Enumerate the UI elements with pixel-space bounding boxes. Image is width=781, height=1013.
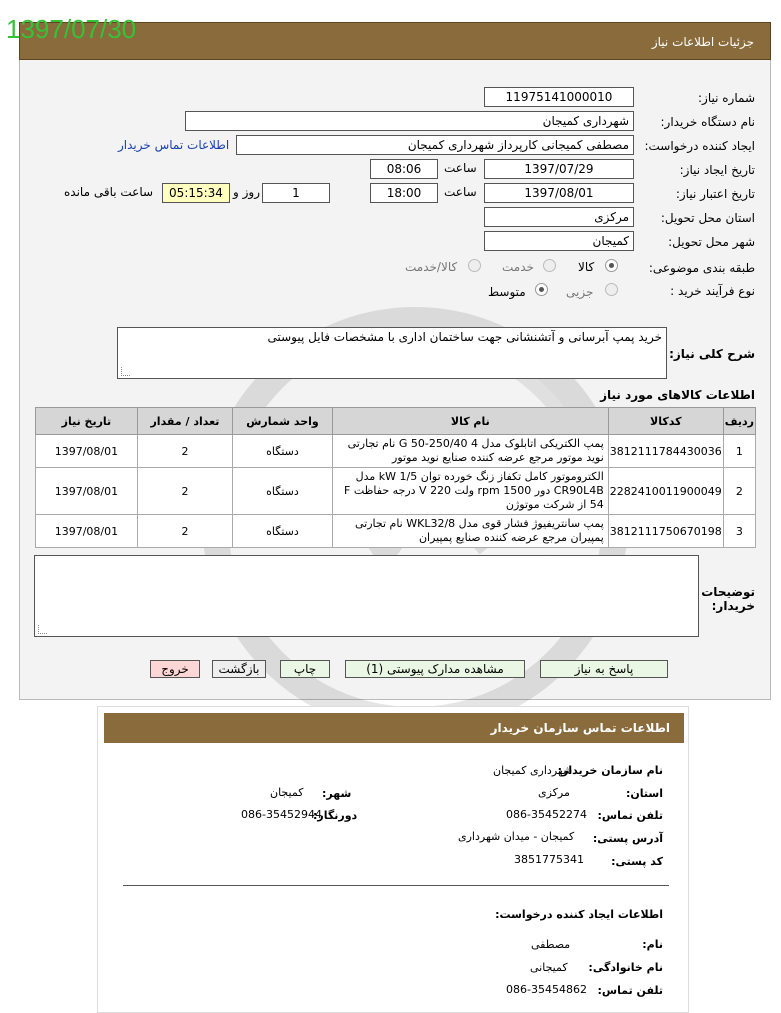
- city-contact-label: شهر:: [322, 787, 352, 800]
- header-date: تاریخ نیاز: [36, 408, 138, 435]
- print-button[interactable]: چاپ: [280, 660, 330, 678]
- cell-row: 2: [723, 468, 755, 515]
- days-field[interactable]: 1: [262, 183, 330, 203]
- fax-value: 086-35452944: [241, 808, 322, 821]
- creator-family-value: کمیجانی: [530, 961, 568, 974]
- resize-grip-icon[interactable]: [121, 367, 130, 376]
- day-and-label: روز و: [233, 185, 260, 199]
- cell-date: 1397/08/01: [36, 435, 138, 468]
- header-qty: تعداد / مقدار: [137, 408, 232, 435]
- requester-label: ایجاد کننده درخواست:: [644, 139, 755, 153]
- org-name-value: شهرداری کمیجان: [493, 764, 573, 777]
- valid-date-label: تاریخ اعتبار نیاز:: [675, 187, 755, 201]
- creator-family-label: نام خانوادگی:: [588, 961, 663, 974]
- exit-button[interactable]: خروج: [150, 660, 200, 678]
- page-title: جزئیات اطلاعات نیاز: [651, 35, 754, 49]
- process-radio-minor[interactable]: [605, 283, 618, 296]
- buyer-org-field[interactable]: شهرداری کمیجان: [185, 111, 634, 131]
- creator-name-label: نام:: [642, 938, 663, 951]
- cell-qty: 2: [137, 468, 232, 515]
- summary-textarea[interactable]: [117, 327, 667, 379]
- category-option-service: خدمت: [502, 260, 534, 274]
- need-number-field[interactable]: 11975141000010: [484, 87, 634, 107]
- process-label: نوع فرآیند خرید :: [670, 284, 755, 298]
- items-table: [35, 407, 756, 548]
- created-time-field[interactable]: 08:06: [370, 159, 438, 179]
- cell-date: 1397/08/01: [36, 468, 138, 515]
- cell-code: 3812111784430036: [608, 435, 723, 468]
- cell-qty: 2: [137, 515, 232, 548]
- category-label: طبقه بندی موضوعی:: [648, 261, 755, 275]
- city-label: شهر محل تحویل:: [668, 235, 755, 249]
- items-table-header: [36, 408, 756, 435]
- cell-unit: دستگاه: [233, 468, 333, 515]
- buyer-org-label: نام دستگاه خریدار:: [660, 115, 755, 129]
- remaining-time-field: 05:15:34: [162, 183, 230, 203]
- process-option-medium: متوسط: [488, 285, 526, 299]
- province-contact-value: مرکزی: [538, 786, 570, 799]
- summary-label: شرح کلی نیاز:: [669, 347, 755, 361]
- respond-button[interactable]: پاسخ به نیاز: [540, 660, 668, 678]
- back-button[interactable]: بازگشت: [212, 660, 266, 678]
- header-unit: واحد شمارش: [233, 408, 333, 435]
- need-number-label: شماره نیاز:: [698, 91, 755, 105]
- created-time-label: ساعت: [444, 161, 477, 175]
- category-radio-goods-service[interactable]: [468, 259, 481, 272]
- phone-value: 086-35452274: [506, 808, 587, 821]
- address-label: آدرس پستی:: [592, 832, 663, 845]
- created-date-label: تاریخ ایجاد نیاز:: [679, 163, 755, 177]
- category-radio-goods[interactable]: [605, 259, 618, 272]
- creator-phone-label: تلفن تماس:: [597, 984, 663, 997]
- category-option-goods: کالا: [578, 260, 595, 274]
- date-stamp: 1397/07/30: [6, 14, 137, 44]
- cell-row: 1: [723, 435, 755, 468]
- summary-text: خرید پمپ آبرسانی و آتشنشانی جهت ساختمان اداری با مشخصات فایل پیوستی: [267, 330, 662, 344]
- address-value: کمیجان - میدان شهرداری: [458, 830, 575, 843]
- cell-row: 3: [723, 515, 755, 548]
- items-title: اطلاعات کالاهای مورد نیاز: [600, 388, 755, 402]
- cell-unit: دستگاه: [233, 435, 333, 468]
- creator-phone-value: 086-35454862: [506, 983, 587, 996]
- buyer-notes-textarea[interactable]: [34, 555, 699, 637]
- contact-divider: [123, 885, 669, 886]
- cell-unit: دستگاه: [233, 515, 333, 548]
- postal-label: کد پستی:: [611, 855, 663, 868]
- creator-title: اطلاعات ایجاد کننده درخواست:: [495, 908, 663, 921]
- postal-value: 3851775341: [514, 853, 584, 866]
- cell-name: پمپ سانتریفیوژ فشار قوی مدل WKL32/8 نام تجارتی پمپیران مرجع عرضه کننده صنایع پمپیران: [332, 515, 608, 548]
- process-radio-medium[interactable]: [535, 283, 548, 296]
- table-row[interactable]: [36, 515, 756, 548]
- resize-grip-icon[interactable]: [38, 625, 47, 634]
- contact-panel-title: اطلاعات تماس سازمان خریدار: [104, 713, 684, 743]
- attachments-button[interactable]: مشاهده مدارک پیوستی (1): [345, 660, 525, 678]
- remaining-label: ساعت باقی مانده: [64, 185, 154, 199]
- valid-time-label: ساعت: [444, 185, 477, 199]
- category-option-goods-service: کالا/خدمت: [405, 260, 458, 274]
- process-option-minor: جزیی: [566, 285, 594, 299]
- valid-time-field[interactable]: 18:00: [370, 183, 438, 203]
- creator-name-value: مصطفی: [531, 938, 571, 951]
- cell-code: 3812111750670198: [608, 515, 723, 548]
- header-code: کدکالا: [608, 408, 723, 435]
- org-name-label: نام سازمان خریدار:: [557, 764, 663, 777]
- buyer-contact-link[interactable]: اطلاعات تماس خریدار: [118, 138, 230, 152]
- category-radio-service[interactable]: [543, 259, 556, 272]
- valid-date-field[interactable]: 1397/08/01: [484, 183, 634, 203]
- cell-date: 1397/08/01: [36, 515, 138, 548]
- city-contact-value: کمیجان: [270, 786, 304, 799]
- province-contact-label: استان:: [626, 787, 663, 800]
- phone-label: تلفن تماس:: [597, 809, 663, 822]
- table-row[interactable]: [36, 435, 756, 468]
- header-row: ردیف: [723, 408, 755, 435]
- city-field[interactable]: کمیجان: [484, 231, 634, 251]
- province-label: استان محل تحویل:: [660, 211, 755, 225]
- buyer-notes-label: توضیحات خریدار:: [701, 585, 755, 613]
- requester-field[interactable]: مصطفی کمیجانی کارپرداز شهرداری کمیجان: [236, 135, 634, 155]
- cell-name: الکتروموتور کامل تکفاز زنگ خورده توان kW 1/5 مدل CR90L4B دور 1500 rpm ولت 220 V درجه حفاظت F 54 از شرکت موتوژن: [332, 468, 608, 515]
- province-field[interactable]: مرکزی: [484, 207, 634, 227]
- header-name: نام کالا: [332, 408, 608, 435]
- table-row[interactable]: [36, 468, 756, 515]
- cell-code: 2282410011900049: [608, 468, 723, 515]
- cell-name: پمپ الکتریکی اتابلوک مدل G 50-250/40 4 نام تجارتی نوید موتور مرجع عرضه کننده صنایع نوید موتور: [332, 435, 608, 468]
- fax-label: دورنگار:: [313, 809, 358, 822]
- cell-qty: 2: [137, 435, 232, 468]
- created-date-field[interactable]: 1397/07/29: [484, 159, 634, 179]
